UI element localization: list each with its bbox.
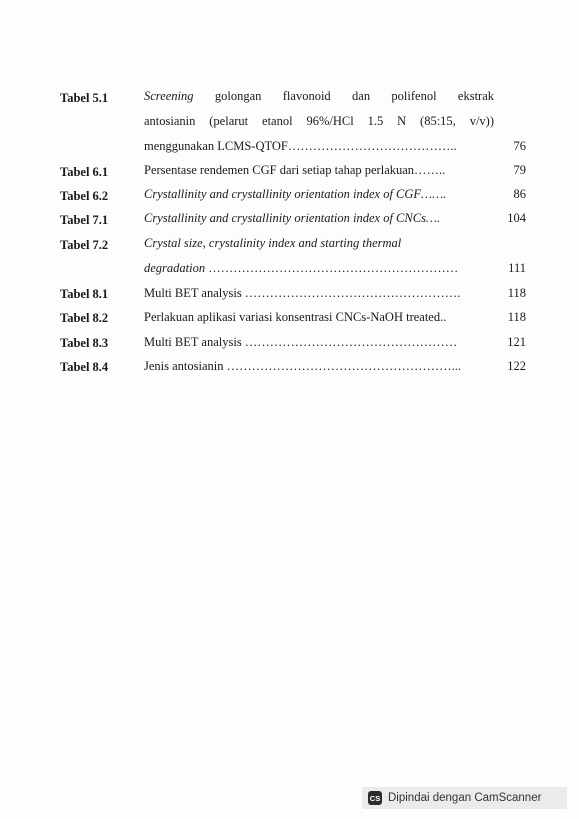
entry-page-number: 104	[507, 211, 526, 225]
entry-label: Tabel 6.2	[60, 189, 109, 203]
entry-page-number: 118	[507, 310, 526, 324]
entry-title-line: Crystallinity and crystallinity orientation index of CGF…….	[144, 187, 447, 201]
camscanner-icon: CS	[368, 791, 382, 805]
entry-label: Tabel 8.3	[60, 336, 109, 350]
entry-title-line: Persentase rendemen CGF dari setiap tahap perlakuan……..	[144, 163, 446, 177]
entry-page-number: 121	[507, 335, 526, 349]
entry-page-number: 118	[507, 286, 526, 300]
entry-label: Tabel 8.1	[60, 287, 109, 301]
camscanner-watermark	[362, 787, 567, 809]
entry-label: Tabel 5.1	[60, 91, 109, 105]
entry-label: Tabel 6.1	[60, 165, 109, 179]
entry-title-line: Perlakuan aplikasi variasi konsentrasi CNCs-NaOH treated..	[144, 310, 447, 324]
entry-page-number: 111	[508, 261, 526, 275]
entry-title-line: menggunakan LCMS-QTOF…………………………………..	[144, 139, 457, 153]
entry-title-line: Jenis antosianin ………………………………………………...	[144, 359, 462, 373]
entry-title-line: degradation ……………………………………………………	[144, 261, 459, 275]
entry-label: Tabel 7.1	[60, 213, 109, 227]
entry-title-line: Crystallinity and crystallinity orientation index of CNCs….	[144, 211, 441, 225]
entry-page-number: 79	[513, 163, 526, 177]
entry-title-line: Crystal size, crystalinity index and starting thermal	[144, 236, 402, 250]
entry-title-line: Multi BET analysis …………………………………………….	[144, 286, 461, 300]
watermark-text: Dipindai dengan CamScanner	[388, 792, 542, 804]
entry-label: Tabel 8.2	[60, 311, 109, 325]
entry-page-number: 86	[513, 187, 526, 201]
entry-label: Tabel 8.4	[60, 360, 109, 374]
entry-label: Tabel 7.2	[60, 238, 109, 252]
entry-title-line: Multi BET analysis ……………………………………………	[144, 335, 458, 349]
entry-page-number: 122	[507, 359, 526, 373]
entry-page-number: 76	[513, 139, 526, 153]
entry-title-line: antosianin (pelarut etanol 96%/HCl 1.5 N (85:15, v/v))	[144, 114, 494, 128]
entry-title-line: Screening golongan flavonoid dan polifenol ekstrak	[144, 89, 494, 103]
